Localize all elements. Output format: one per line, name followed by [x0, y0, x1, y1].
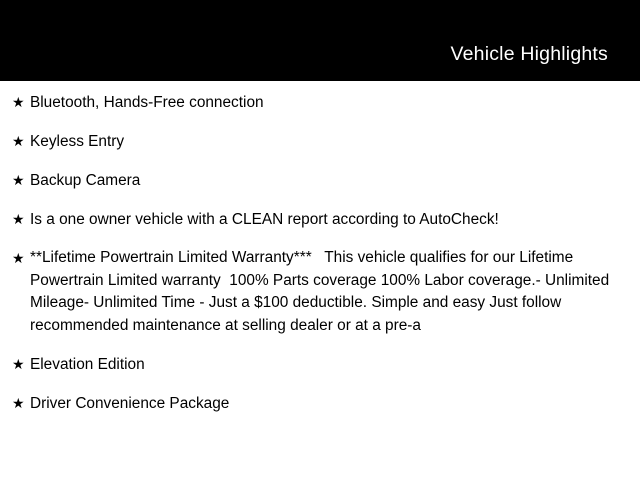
list-item-label: Is a one owner vehicle with a CLEAN report according to AutoCheck!	[30, 211, 499, 228]
list-item-label: Backup Camera	[30, 172, 141, 189]
page-title: Vehicle Highlights	[450, 42, 608, 65]
list-item	[10, 353, 626, 376]
list-item	[10, 130, 626, 153]
list-item-label: Elevation Edition	[30, 356, 145, 373]
star-icon: ★	[12, 395, 25, 411]
star-icon: ★	[12, 172, 25, 188]
star-icon: ★	[12, 211, 25, 227]
star-icon: ★	[12, 356, 25, 372]
list-item-label: Bluetooth, Hands-Free connection	[30, 94, 264, 111]
list-item	[10, 208, 626, 231]
list-item	[10, 91, 626, 114]
star-icon: ★	[12, 94, 25, 110]
star-icon: ★	[12, 133, 25, 149]
list-item-label: Driver Convenience Package	[30, 395, 230, 412]
list-item	[10, 169, 626, 192]
list-item	[10, 392, 626, 415]
list-item-label: **Lifetime Powertrain Limited Warranty*** This vehicle qualifies for our Lifetime Powertrain Limited warranty 100% Parts coverage 100% Labor coverage.- Unlimited Mileage- Unlimited Time - Just a $100 deductible. Simple and easy Just follow recommended maintenance at selling dealer or at a pre-a	[30, 249, 614, 334]
highlights-list	[0, 81, 640, 431]
star-icon: ★	[12, 250, 25, 266]
list-item-label: Keyless Entry	[30, 133, 125, 150]
page-header	[0, 0, 640, 81]
list-item	[10, 247, 626, 337]
